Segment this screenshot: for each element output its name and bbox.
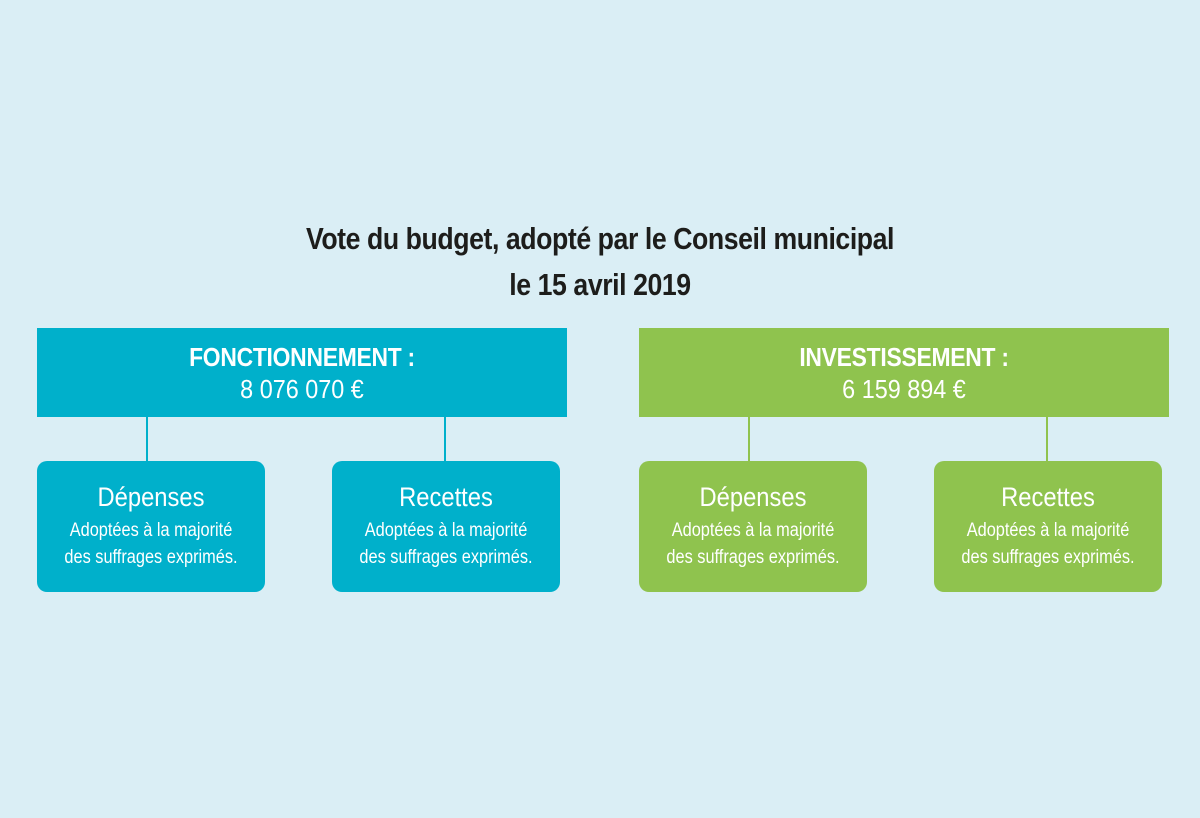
diagram-title <box>84 216 1116 308</box>
box-investissement-depenses <box>639 461 867 592</box>
box-text-line-1: Adoptées à la majorité <box>966 520 1130 541</box>
box-fonctionnement-depenses <box>37 461 265 592</box>
box-investissement-recettes <box>934 461 1162 592</box>
box-text-line-2: des suffrages exprimés. <box>64 547 238 568</box>
box-text-line-2: des suffrages exprimés. <box>359 547 533 568</box>
box-text <box>950 517 1146 571</box>
box-fonctionnement-recettes <box>332 461 560 592</box>
box-text <box>655 517 851 571</box>
connector-line <box>748 417 750 462</box>
box-text <box>348 517 544 571</box>
title-line-1: Vote du budget, adopté par le Conseil municipal <box>305 221 895 256</box>
connector-line <box>1046 417 1048 462</box>
box-title: Dépenses <box>97 482 205 512</box>
box-text <box>53 517 249 571</box>
section-label: FONCTIONNEMENT : <box>189 342 415 372</box>
box-text-line-1: Adoptées à la majorité <box>364 520 528 541</box>
box-title: Recettes <box>399 482 493 512</box>
connector-line <box>444 417 446 462</box>
title-line-2: le 15 avril 2019 <box>509 267 691 302</box>
box-title: Recettes <box>1001 482 1095 512</box>
section-amount: 6 159 894 € <box>842 374 966 404</box>
section-header-investissement <box>639 328 1169 417</box>
section-label: INVESTISSEMENT : <box>799 342 1009 372</box>
box-text-line-1: Adoptées à la majorité <box>671 520 835 541</box>
box-title: Dépenses <box>699 482 807 512</box>
section-amount: 8 076 070 € <box>240 374 364 404</box>
connector-line <box>146 417 148 462</box>
section-header-fonctionnement <box>37 328 567 417</box>
box-text-line-1: Adoptées à la majorité <box>69 520 233 541</box>
box-text-line-2: des suffrages exprimés. <box>961 547 1135 568</box>
box-text-line-2: des suffrages exprimés. <box>666 547 840 568</box>
